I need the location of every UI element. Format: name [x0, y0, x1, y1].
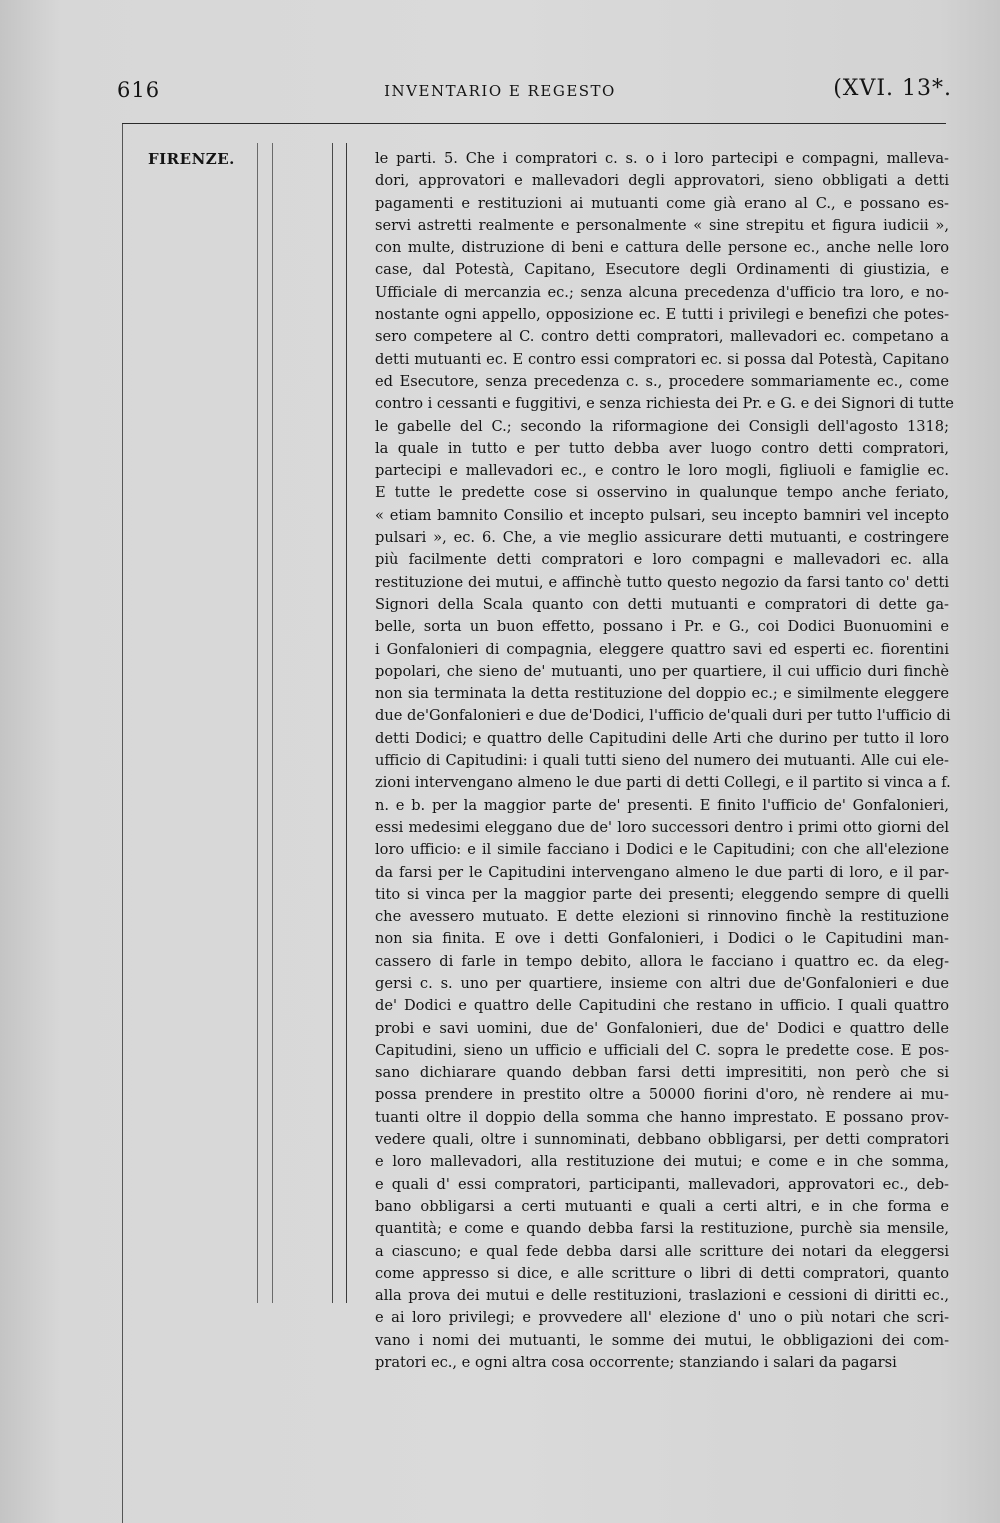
margin-place-label: FIRENZE. — [148, 150, 235, 168]
text-line: sero competere al C. contro detti compratori, mallevadori ec. competano a — [375, 328, 949, 346]
text-line: essi medesimi eleggano due de' loro successori dentro i primi otto giorni del — [375, 818, 949, 836]
text-line: tuanti oltre il doppio della somma che hanno imprestato. E possano prov- — [375, 1108, 949, 1126]
text-line: detti mutuanti ec. E contro essi compratori ec. si possa dal Potestà, Capitano — [375, 350, 949, 368]
text-line: che avessero mutuato. E dette elezioni si rinnovino finchè la restituzione — [375, 908, 949, 926]
text-line: cassero di farle in tempo debito, allora le facciano i quattro ec. da eleg- — [375, 952, 949, 970]
text-line: E tutte le predette cose si osservino in qualunque tempo anche feriato, — [375, 484, 949, 502]
text-line: tito si vinca per la maggior parte dei presenti; eleggendo sempre di quelli — [375, 885, 949, 903]
text-line: gersi c. s. uno per quartiere, insieme con altri due de'Gonfalonieri e due — [375, 974, 949, 992]
text-line: i Gonfalonieri di compagnia, eleggere quattro savi ed esperti ec. fiorentini — [375, 640, 949, 658]
column-rule — [332, 143, 333, 1303]
column-rule — [272, 143, 273, 1303]
text-line: nostante ogni appello, opposizione ec. E tutti i privilegi e benefizi che potes- — [375, 306, 949, 324]
text-line: le parti. 5. Che i compratori c. s. o i loro partecipi e compagni, malleva- — [375, 150, 949, 167]
text-line: e ai loro privilegi; e provvedere all' elezione d' uno o più notari che scri- — [375, 1309, 949, 1327]
text-line: pratori ec., e ogni altra cosa occorrente; stanziando i salari da pagarsi — [375, 1354, 897, 1372]
text-line: bano obbligarsi a certi mutuanti e quali a certi altri, e in che forma e — [375, 1197, 949, 1215]
text-line: de' Dodici e quattro delle Capitudini che restano in ufficio. I quali quattro — [375, 997, 949, 1015]
text-line: servi astretti realmente e personalmente « sine strepitu et figura iudicii », — [375, 216, 949, 234]
margin-column-rule — [122, 124, 123, 1523]
text-line: non sia finita. E ove i detti Gonfalonieri, i Dodici o le Capitudini man- — [375, 930, 949, 948]
text-line: contro i cessanti e fuggitivi, e senza richiesta dei Pr. e G. e dei Signori di tutte — [375, 395, 954, 413]
text-line: alla prova dei mutui e delle restituzioni, traslazioni e cessioni di diritti ec., — [375, 1287, 949, 1305]
text-line: e quali d' essi compratori, participanti, mallevadori, approvatori ec., deb- — [375, 1175, 949, 1193]
text-line: e loro mallevadori, alla restituzione dei mutui; e come e in che somma, — [375, 1153, 949, 1171]
text-line: popolari, che sieno de' mutuanti, uno per quartiere, il cui ufficio duri finchè — [375, 662, 949, 680]
text-line: belle, sorta un buon effetto, possano i Pr. e G., coi Dodici Buonuomini e — [375, 618, 949, 636]
text-line: le gabelle del C.; secondo la riformagione dei Consigli dell'agosto 1318; — [375, 417, 949, 435]
text-line: quantità; e come e quando debba farsi la restituzione, purchè sia mensile, — [375, 1220, 949, 1238]
text-line: loro ufficio: e il simile facciano i Dodici e le Capitudini; con che all'elezione — [375, 841, 949, 859]
text-line: vano i nomi dei mutuanti, le somme dei mutui, le obbligazioni dei com- — [375, 1331, 949, 1349]
text-line: case, dal Potestà, Capitano, Esecutore degli Ordinamenti di giustizia, e — [375, 261, 949, 279]
section-number: (XVI. 13*. — [833, 76, 952, 101]
page-number: 616 — [117, 78, 161, 102]
running-head — [0, 78, 1000, 112]
text-line: con multe, distruzione di beni e cattura delle persone ec., anche nelle loro — [375, 239, 949, 257]
text-line: n. e b. per la maggior parte de' presenti. E finito l'ufficio de' Gonfalonieri, — [375, 796, 949, 814]
text-line: non sia terminata la detta restituzione del doppio ec.; e similmente eleggere — [375, 685, 949, 703]
text-line: probi e savi uomini, due de' Gonfalonieri, due de' Dodici e quattro delle — [375, 1019, 949, 1037]
text-line: Ufficiale di mercanzia ec.; senza alcuna precedenza d'ufficio tra loro, e no- — [375, 283, 949, 301]
text-line: a ciascuno; e qual fede debba darsi alle scritture dei notari da eleggersi — [375, 1242, 949, 1260]
column-rule — [346, 143, 347, 1303]
text-line: dori, approvatori e mallevadori degli approvatori, sieno obbligati a detti — [375, 172, 949, 190]
text-line: ufficio di Capitudini: i quali tutti sieno del numero dei mutuanti. Alle cui ele- — [375, 752, 949, 770]
text-line: sano dichiarare quando debban farsi detti impresititi, non però che si — [375, 1064, 949, 1082]
body-text — [375, 148, 954, 1374]
text-line: come appresso si dice, e alle scritture o libri di detti compratori, quanto — [375, 1264, 949, 1282]
text-line: da farsi per le Capitudini intervengano almeno le due parti di loro, e il par- — [375, 863, 949, 881]
text-line: più facilmente detti compratori e loro compagni e mallevadori ec. alla — [375, 551, 949, 569]
text-line: vedere quali, oltre i sunnominati, debbano obbligarsi, per detti compratori — [375, 1131, 949, 1149]
text-line: « etiam bamnito Consilio et incepto pulsari, seu incepto bamniri vel incepto — [375, 506, 949, 524]
text-line: Signori della Scala quanto con detti mutuanti e compratori di dette ga- — [375, 595, 949, 613]
text-line: due de'Gonfalonieri e due de'Dodici, l'ufficio de'quali duri per tutto l'ufficio di — [375, 707, 951, 725]
text-line: la quale in tutto e per tutto debba aver luogo contro detti compratori, — [375, 439, 949, 457]
column-rule — [257, 143, 258, 1303]
text-line: ed Esecutore, senza precedenza c. s., procedere sommariamente ec., come — [375, 372, 949, 390]
text-line: pagamenti e restituzioni ai mutuanti come già erano al C., e possano es- — [375, 194, 949, 212]
text-line: partecipi e mallevadori ec., e contro le loro mogli, figliuoli e famiglie ec. — [375, 462, 949, 480]
text-line: Capitudini, sieno un ufficio e ufficiali del C. sopra le predette cose. E pos- — [375, 1041, 949, 1059]
text-line: detti Dodici; e quattro delle Capitudini delle Arti che durino per tutto il loro — [375, 729, 949, 747]
text-line: possa prendere in prestito oltre a 50000 fiorini d'oro, nè rendere ai mu- — [375, 1086, 949, 1104]
running-title: INVENTARIO E REGESTO — [384, 82, 616, 100]
text-line: zioni intervengano almeno le due parti di detti Collegi, e il partito si vinca a f. — [375, 774, 951, 792]
text-line: restituzione dei mutui, e affinchè tutto questo negozio da farsi tanto co' detti — [375, 573, 949, 591]
text-line: pulsari », ec. 6. Che, a vie meglio assicurare detti mutuanti, e costringere — [375, 529, 949, 547]
header-rule — [122, 123, 946, 124]
